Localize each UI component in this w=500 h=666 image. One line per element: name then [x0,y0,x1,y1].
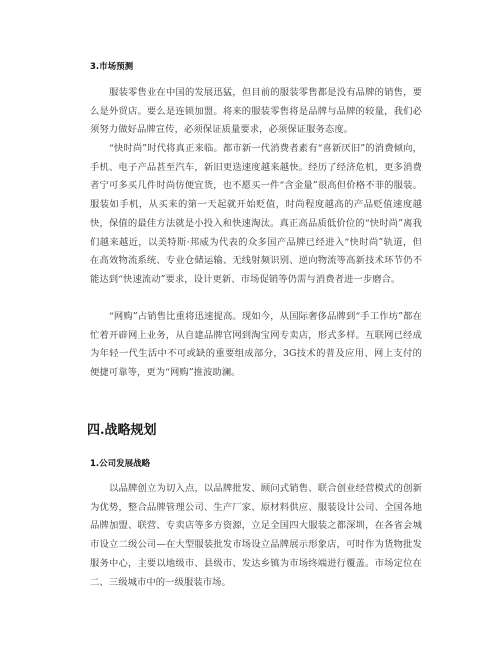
paragraph-company-strategy [90,480,422,592]
section-heading-strategy: 四.战略规划 [87,423,157,438]
paragraph-text: 服装零售业在中国的发展迅猛，但目前的服装零售都是没有品牌的销售，要么是外贸店。要么是连锁加盟。将来的服装零售将是品牌与品牌的较量，我们必须努力做好品牌宣传，必须保证质量要求，必须保证服务态度。 [90,87,422,136]
paragraph-text: 以品牌创立为切入点，以品牌批发、顾问式销售、联合创业经营模式的创新为优势，整合品牌管理公司、生产厂家、原材料供应、服装设计公司、全国各地品牌加盟、联营、专卖店等多方资源，立足全国四大服装之都深圳，在各省会城市设立二级公司—在大型服装批发市场设立品牌展示形象店，可时作为货物批发服务中心，主要以地级市、县级市、发达乡镇为市场终端进行覆盖。市场定位在二、三级城市中的一级服装市场。 [90,483,422,588]
section-heading-market-forecast: 3.市场预测 [90,62,134,72]
subsection-heading-company-strategy: 1.公司发展战略 [90,459,151,469]
paragraph-retail-growth [90,84,422,140]
paragraph-fast-fashion [90,140,422,290]
paragraph-online-shopping [90,308,422,383]
paragraph-text: “网购”占销售比重将迅速提高。现如今，从国际奢侈品牌到“手工作坊”都在忙着开辟网上业务，从自建品牌官网到淘宝网专卖店，形式多样。互联网已经成为年轻一代生活中不可或缺的重要组成部分，3G技术的普及应用、网上支付的便捷可靠等，更为“网购”推波助澜。 [90,311,422,379]
paragraph-text: “快时尚”时代将真正来临。都市新一代消费者素有“喜新厌旧”的消费倾向，手机、电子产品甚至汽车，新旧更迭速度越来越快。经历了经济危机，更多消费者宁可多买几件时尚仿便宜货，也不愿买一件“含金量”很高但价格不菲的服装。服装如手机，从买来的第一天起就开始贬值，时尚程度越高的产品贬值速度越快，保值的最佳方法就是小投入和快速淘汰。真正高品质低价位的“快时尚”离我们越来越近，以美特斯·邦威为代表的众多国产品牌已经进入“快时尚”轨道，但在高效物流系统、专业仓储运输、无线射频识别、逆向物流等高新技术环节仍不能达到“快速流动”要求，设计更新、市场促销等仍需与消费者进一步磨合。 [90,143,422,285]
